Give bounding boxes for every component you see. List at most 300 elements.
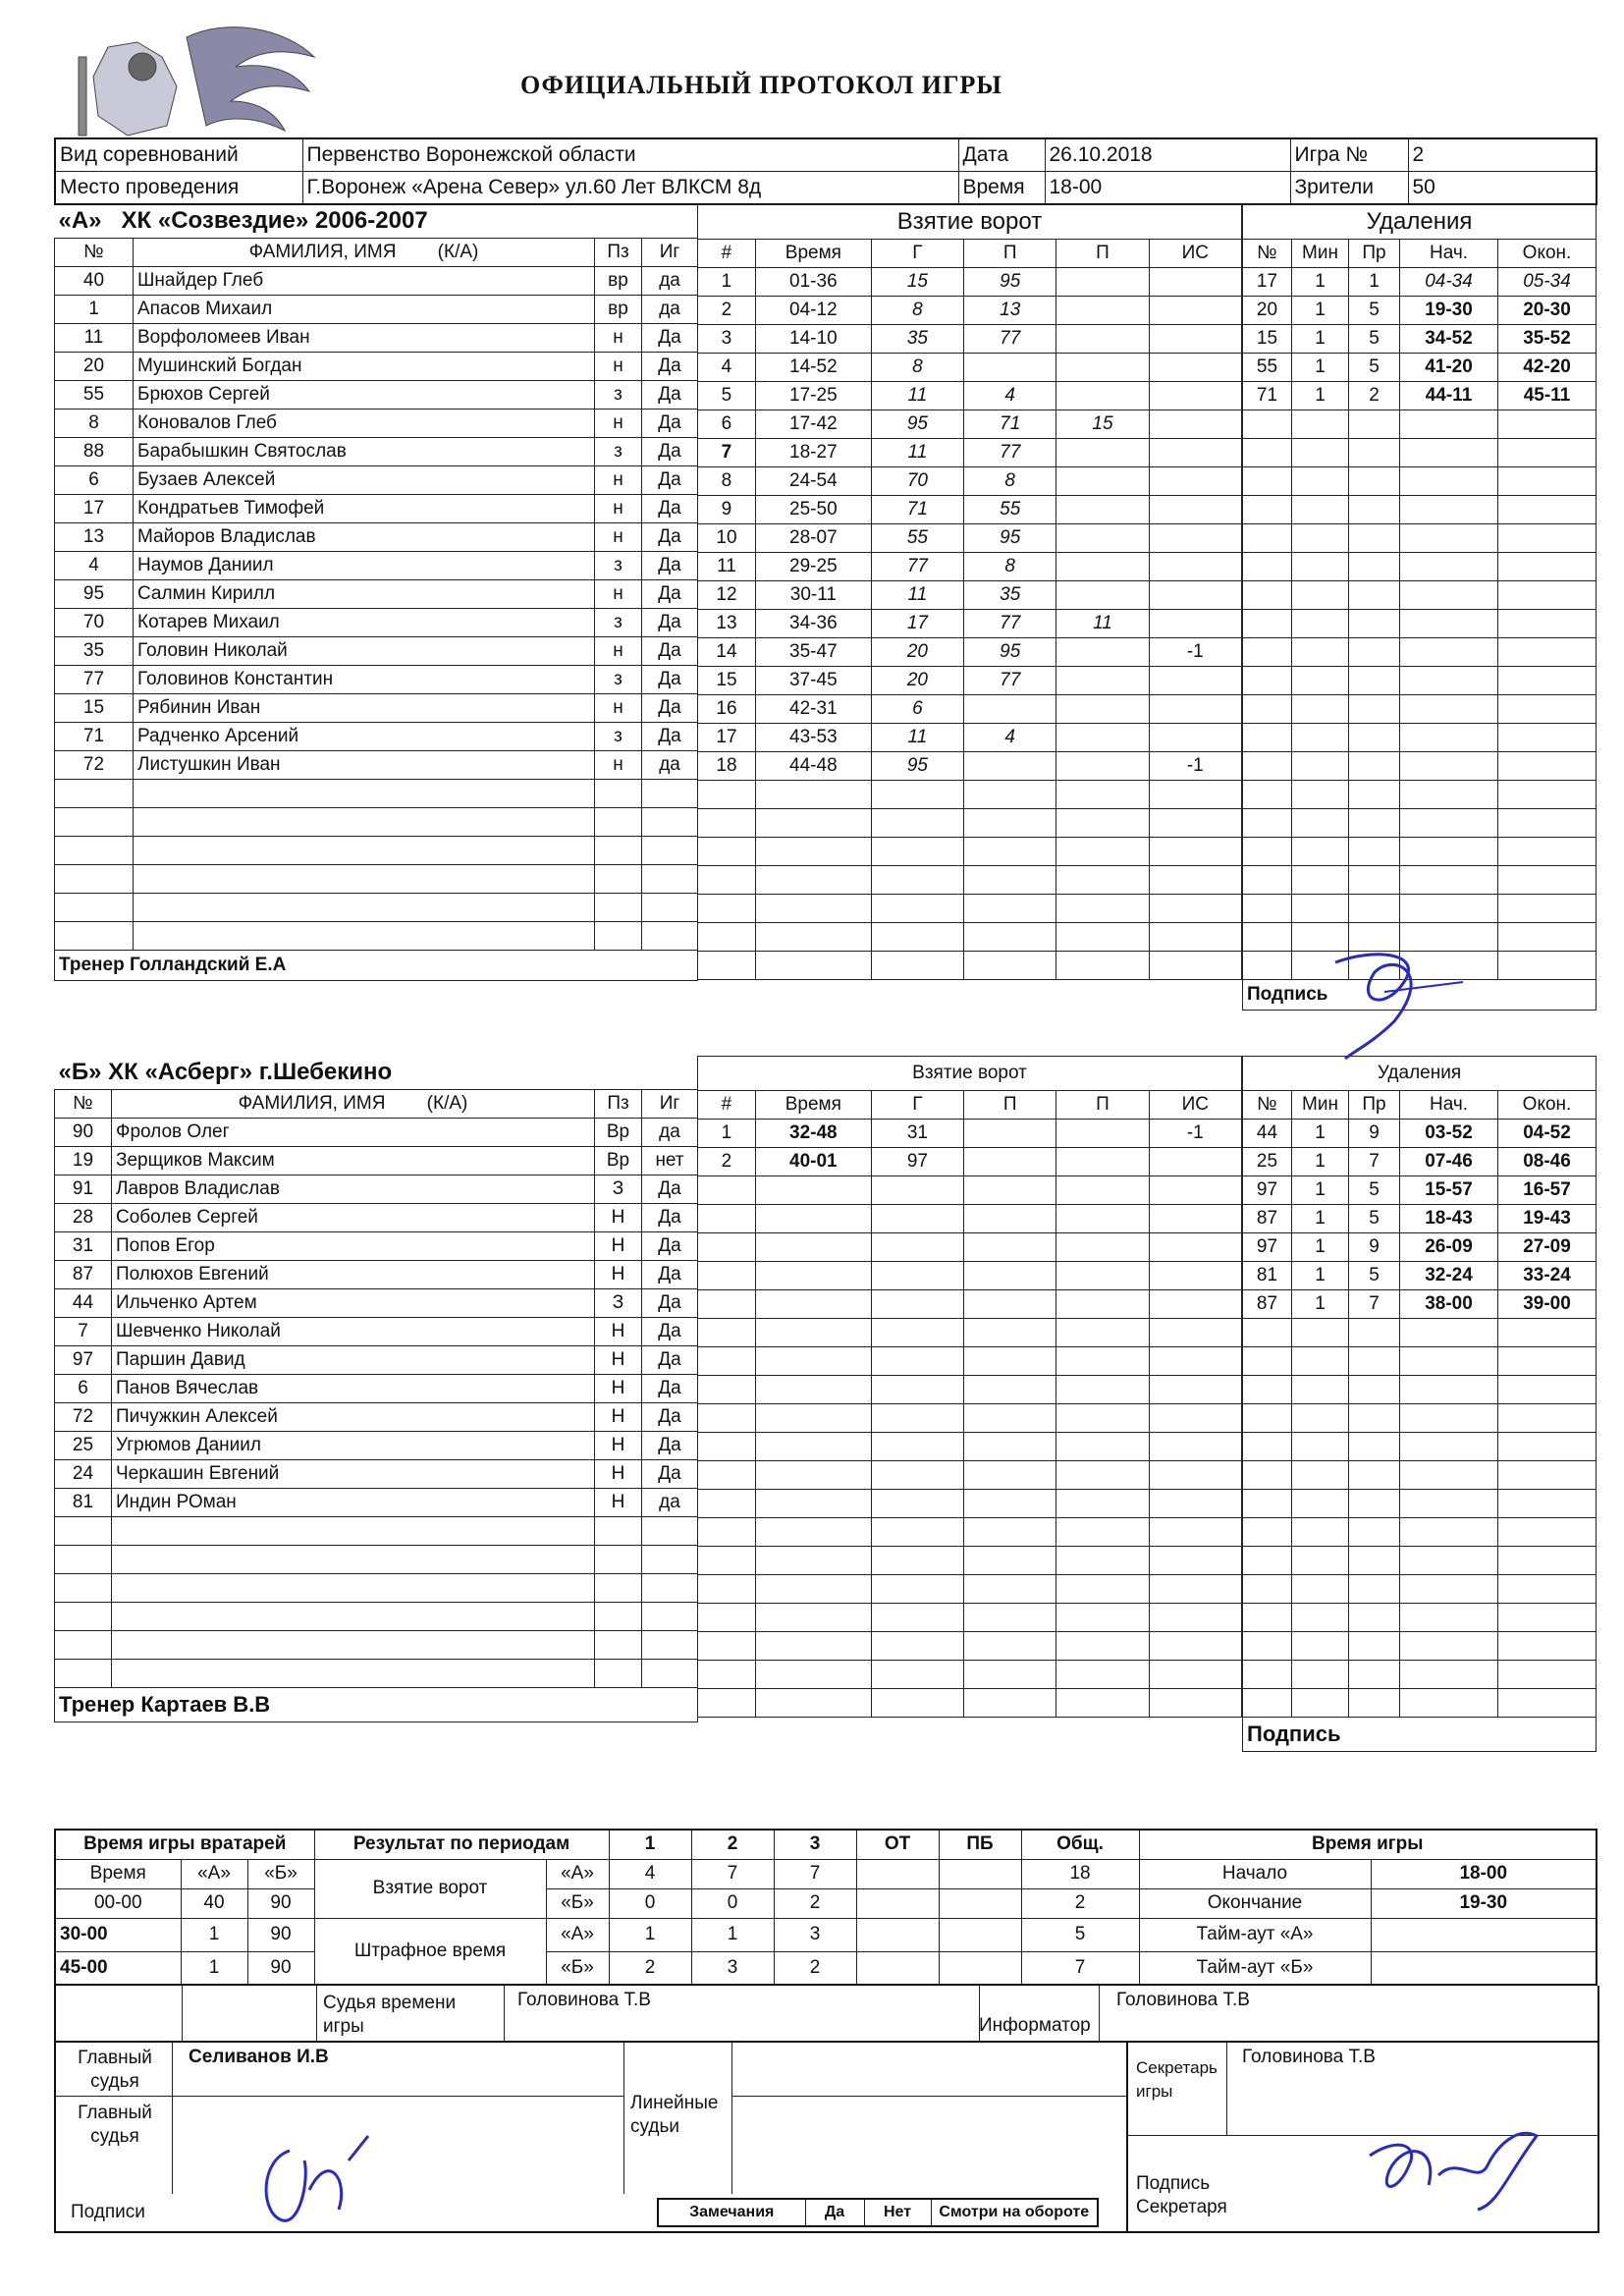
team-a-penalty-cell [1349, 667, 1400, 695]
team-b-tag: «Б» [58, 1059, 102, 1085]
team-b-goal-cell [755, 1347, 871, 1376]
team-a-signature: Подпись [1243, 980, 1597, 1011]
team-a-goal-cell: 12 [698, 581, 756, 610]
team-b-player-cell: Зерщиков Максим [112, 1147, 595, 1175]
team-a-player-cell: н [595, 580, 642, 609]
team-b-penalty-cell [1400, 1319, 1498, 1347]
team-a-goal-row [698, 838, 1242, 866]
team-a-goal-cell [1149, 838, 1241, 866]
team-b-penalty-row [1243, 1176, 1597, 1205]
team-a-penalty-cell: 42-20 [1498, 354, 1597, 382]
remarks-label: Замечания [658, 2199, 805, 2226]
res-p3: 3 [774, 1830, 856, 1859]
remarks-yes[interactable]: Да [805, 2199, 864, 2226]
line-refs-label: Линейные судьи [630, 2093, 719, 2137]
team-a-goal-cell: 11 [698, 553, 756, 581]
pim-a-p2: 1 [691, 1918, 774, 1951]
team-a-goal-cell [964, 923, 1056, 952]
res-title: Результат по периодам [314, 1830, 609, 1859]
team-b-goal-cell [1149, 1233, 1241, 1262]
team-b-penalties [1242, 1056, 1597, 1752]
team-b-penalty-cell: 81 [1243, 1262, 1292, 1290]
signatures-label: Подписи [71, 2202, 145, 2222]
team-a-penalty-cell: 04-34 [1400, 268, 1498, 297]
team-a-player-cell: 72 [55, 751, 134, 780]
team-a-penalty-cell [1498, 724, 1597, 752]
team-b-penalty-cell [1498, 1518, 1597, 1547]
team-a-goal-cell: 11 [871, 581, 963, 610]
team-a-player-cell: 40 [55, 267, 134, 296]
team-b-player-cell: 87 [55, 1261, 112, 1289]
team-a-player-cell [134, 894, 595, 922]
team-b-penalty-row [1243, 1433, 1597, 1461]
team-a-goal-cell: 8 [964, 553, 1056, 581]
team-b-penalty-row [1243, 1148, 1597, 1176]
team-b-penalty-cell [1498, 1319, 1597, 1347]
team-b-goal-cell [871, 1518, 963, 1547]
team-b-goal-cell [755, 1661, 871, 1689]
team-a-goal-cell [1149, 439, 1241, 467]
team-a-player-cell: н [595, 523, 642, 552]
team-b-penalty-cell [1243, 1433, 1292, 1461]
team-a-penalty-cell: 05-34 [1498, 268, 1597, 297]
team-b-penalty-cell [1349, 1632, 1400, 1661]
team-a-goal-cell [1056, 838, 1149, 866]
team-a-goal-cell [1149, 809, 1241, 838]
team-a-penalty-cell: 5 [1349, 297, 1400, 325]
team-b-penalty-cell: 44 [1243, 1120, 1292, 1148]
team-a-goal-cell [1056, 638, 1149, 667]
team-a-penalty-cell: 45-11 [1498, 382, 1597, 410]
team-b-goal-cell [755, 1319, 871, 1347]
team-a-penalty-cell [1243, 838, 1292, 866]
team-a-player-cell: 20 [55, 353, 134, 381]
team-b-player-cell: Да [642, 1346, 698, 1375]
team-b-player-row [55, 1403, 698, 1432]
team-b-penalty-cell [1243, 1461, 1292, 1490]
res-p1: 1 [609, 1830, 691, 1859]
competition-label: Вид соревнований [55, 138, 302, 172]
team-a-goal-cell [755, 895, 871, 923]
team-a-goal-row [698, 439, 1242, 467]
team-b-player-row [55, 1147, 698, 1175]
team-b-goal-cell [698, 1661, 756, 1689]
team-b-penalty-cell: 9 [1349, 1233, 1400, 1262]
team-b-player-cell: Да [642, 1432, 698, 1460]
goals-b-p1: 0 [609, 1888, 691, 1918]
pim-a-ot [856, 1918, 939, 1951]
spectators-label: Зрители [1290, 172, 1408, 205]
team-a-penalty-cell [1498, 496, 1597, 524]
team-b-penalty-cell [1349, 1604, 1400, 1632]
team-b-penalty-cell [1498, 1575, 1597, 1604]
team-b-goal-cell [698, 1290, 756, 1319]
team-a-penalty-cell [1349, 866, 1400, 895]
team-a-goal-cell: 55 [964, 496, 1056, 524]
team-a-player-cell: 15 [55, 694, 134, 723]
gk-title: Время игры вратарей [55, 1830, 314, 1859]
team-a-player-cell: н [595, 353, 642, 381]
team-a-player-cell: Кондратьев Тимофей [134, 495, 595, 523]
team-a-player-cell: н [595, 466, 642, 495]
chief-ref2-label: Главный судья [78, 2103, 152, 2147]
team-b-goal-cell [1056, 1347, 1149, 1376]
team-b-penalty-cell [1243, 1575, 1292, 1604]
team-a-penalty-cell [1400, 553, 1498, 581]
team-a-player-row [55, 267, 698, 296]
team-b-player-cell [595, 1546, 642, 1574]
team-a-goal-cell: -1 [1149, 752, 1241, 781]
team-a-goal-cell: 1 [698, 268, 756, 297]
team-b-goal-row [698, 1290, 1242, 1319]
chief-ref-value: Селиванов И.В [189, 2047, 329, 2067]
team-b-penalty-cell: 33-24 [1498, 1262, 1597, 1290]
team-b-goal-cell [964, 1689, 1056, 1718]
team-b-player-cell: 24 [55, 1460, 112, 1489]
team-a-player-row [55, 751, 698, 780]
team-b-goal-cell [964, 1433, 1056, 1461]
team-b-goal-cell [755, 1632, 871, 1661]
team-a-player-cell [595, 894, 642, 922]
team-a-goal-cell: 42-31 [755, 695, 871, 724]
team-a-goal-cell [1149, 354, 1241, 382]
team-a-goal-cell: 2 [698, 297, 756, 325]
team-a-goal-cell [1056, 581, 1149, 610]
team-b-penalty-cell [1400, 1575, 1498, 1604]
team-b-player-cell: 44 [55, 1289, 112, 1318]
team-b-penalty-cell: 1 [1292, 1290, 1349, 1319]
team-a-penalty-cell [1349, 439, 1400, 467]
gk-row-time: 30-00 [55, 1918, 181, 1951]
team-a-penalty-cell [1243, 781, 1292, 809]
team-b-goal-cell [964, 1661, 1056, 1689]
team-a-player-cell: Ворфоломеев Иван [134, 324, 595, 353]
team-a-penalty-cell [1292, 809, 1349, 838]
team-b-penalty-cell: 97 [1243, 1176, 1292, 1205]
team-a-goal-cell: 8 [871, 297, 963, 325]
team-b-penalty-cell [1292, 1575, 1349, 1604]
team-a-goal-cell [1056, 952, 1149, 980]
team-b-goal-cell [1149, 1290, 1241, 1319]
team-a-goal-cell [1149, 610, 1241, 638]
team-a-penalty-cell [1498, 667, 1597, 695]
team-a-penalty-cell [1292, 410, 1349, 439]
team-a-player-cell [55, 922, 134, 951]
team-a-goal-cell [964, 809, 1056, 838]
team-b-player-cell: Черкашин Евгений [112, 1460, 595, 1489]
team-a-player-cell: з [595, 666, 642, 694]
team-b-goal-cell [964, 1290, 1056, 1319]
team-b-goal-cell [1149, 1518, 1241, 1547]
team-a-penalty-cell [1243, 467, 1292, 496]
team-a-goal-cell [871, 809, 963, 838]
team-b-penalty-cell [1498, 1347, 1597, 1376]
team-a-penalty-row [1243, 610, 1597, 638]
team-a-goal-cell: 17 [871, 610, 963, 638]
team-b-player-cell: Н [595, 1489, 642, 1517]
team-b-player-cell: Н [595, 1460, 642, 1489]
col-played: Иг [642, 1090, 698, 1119]
team-b-goal-cell [698, 1233, 756, 1262]
team-a-player-cell [134, 837, 595, 865]
team-b-goal-row [698, 1319, 1242, 1347]
team-b-goal-cell: 40-01 [755, 1148, 871, 1176]
team-a-penalty-row [1243, 382, 1597, 410]
team-a-penalty-cell: 1 [1292, 297, 1349, 325]
team-b-goal-row [698, 1404, 1242, 1433]
team-a-player-cell: Да [642, 609, 698, 637]
team-b-penalty-cell [1498, 1433, 1597, 1461]
team-a-player-row [55, 808, 698, 837]
team-a-player-cell: Салмин Кирилл [134, 580, 595, 609]
team-a-penalty-cell: 1 [1292, 382, 1349, 410]
team-a-player-cell: н [595, 410, 642, 438]
team-b-goal-cell [755, 1547, 871, 1575]
team-b-player-cell: Да [642, 1460, 698, 1489]
team-a-penalty-cell [1292, 581, 1349, 610]
team-a-penalty-cell [1400, 895, 1498, 923]
team-a-penalty-cell [1498, 809, 1597, 838]
team-a-penalty-cell [1498, 610, 1597, 638]
team-a-goal-row [698, 895, 1242, 923]
team-a-goal-cell [1056, 553, 1149, 581]
team-a-goals [697, 204, 1242, 980]
team-a-player-cell [55, 837, 134, 865]
remarks-no[interactable]: Нет [864, 2199, 931, 2226]
team-b-goal-cell [755, 1490, 871, 1518]
team-b-player-cell [55, 1574, 112, 1603]
team-b-penalty-cell [1349, 1376, 1400, 1404]
team-b-goal-cell [964, 1604, 1056, 1632]
team-b-penalty-cell: 5 [1349, 1205, 1400, 1233]
team-b-goal-cell [698, 1547, 756, 1575]
goals-a-p1: 4 [609, 1859, 691, 1888]
team-b-goal-cell [1149, 1205, 1241, 1233]
team-a-penalty-cell [1400, 610, 1498, 638]
game-value: 2 [1408, 138, 1597, 172]
team-b-penalty-row [1243, 1290, 1597, 1319]
pim-b-p2: 3 [691, 1951, 774, 1985]
res-pb: ПБ [939, 1830, 1021, 1859]
team-a-goal-cell [964, 695, 1056, 724]
team-b-goal-cell [755, 1461, 871, 1490]
team-b-penalty-cell: 38-00 [1400, 1290, 1498, 1319]
team-b-penalty-cell: 08-46 [1498, 1148, 1597, 1176]
team-b-goal-row [698, 1547, 1242, 1575]
team-a-player-cell: да [642, 296, 698, 324]
team-b-goal-cell [698, 1518, 756, 1547]
team-a-goal-cell: 4 [698, 354, 756, 382]
team-a-penalty-cell [1243, 610, 1292, 638]
team-b-penalty-cell: 1 [1292, 1148, 1349, 1176]
team-a-player-cell [642, 865, 698, 894]
team-a-penalty-cell [1400, 695, 1498, 724]
team-b-goal-cell: 2 [698, 1148, 756, 1176]
team-b-goal-row [698, 1461, 1242, 1490]
team-a-penalty-cell [1498, 524, 1597, 553]
time-value: 18-00 [1045, 172, 1290, 205]
team-a-goal-cell: 14 [698, 638, 756, 667]
team-a-penalty-cell [1243, 410, 1292, 439]
team-b-player-row [55, 1119, 698, 1147]
team-a-player-cell: 6 [55, 466, 134, 495]
team-a-penalty-cell: 41-20 [1400, 354, 1498, 382]
team-a-player-row [55, 694, 698, 723]
team-a-goal-cell [871, 952, 963, 980]
team-b-penalty-cell [1243, 1376, 1292, 1404]
team-a-player-cell [595, 808, 642, 837]
team-a-player-cell: з [595, 723, 642, 751]
team-b-penalty-cell [1243, 1689, 1292, 1718]
secretary-value: Головинова Т.В [1242, 2047, 1376, 2067]
team-b-penalty-cell [1243, 1518, 1292, 1547]
team-b-player-cell: Н [595, 1261, 642, 1289]
team-a-player-cell: вр [595, 296, 642, 324]
team-b-goal-cell [1149, 1148, 1241, 1176]
team-b-goal-cell [871, 1661, 963, 1689]
gk-row-a: 1 [181, 1918, 247, 1951]
team-b-player-cell: 6 [55, 1375, 112, 1403]
team-a-penalty-cell: 35-52 [1498, 325, 1597, 354]
goals-a-p3: 7 [774, 1859, 856, 1888]
team-b-player-cell [595, 1574, 642, 1603]
team-b-goal-cell [964, 1120, 1056, 1148]
start-value: 18-00 [1371, 1859, 1597, 1888]
team-b-penalty-cell [1292, 1461, 1349, 1490]
team-b-player-cell [642, 1603, 698, 1631]
team-b-goal-row [698, 1262, 1242, 1290]
team-b-penalty-cell [1349, 1661, 1400, 1689]
team-b-penalty-cell: 04-52 [1498, 1120, 1597, 1148]
team-b-player-cell: Угрюмов Даниил [112, 1432, 595, 1460]
team-a-penalty-cell [1400, 667, 1498, 695]
team-a-penalty-cell [1349, 695, 1400, 724]
pim-b-p1: 2 [609, 1951, 691, 1985]
team-b-player-cell: З [595, 1289, 642, 1318]
team-a-player-cell [55, 865, 134, 894]
team-b-player-cell: 90 [55, 1119, 112, 1147]
team-a-player-cell [595, 865, 642, 894]
team-a-goal-cell: 34-36 [755, 610, 871, 638]
team-a-goal-cell [1149, 866, 1241, 895]
team-a-penalty-cell [1349, 581, 1400, 610]
team-b-goal-cell [755, 1290, 871, 1319]
team-b-player-cell: Да [642, 1175, 698, 1204]
team-a-penalty-row [1243, 268, 1597, 297]
team-a-penalty-cell [1498, 923, 1597, 952]
team-b-penalty-cell: 1 [1292, 1176, 1349, 1205]
team-a-goal-row [698, 866, 1242, 895]
team-b-player-row [55, 1204, 698, 1232]
team-b-player-cell: Вр [595, 1119, 642, 1147]
logo [69, 18, 324, 145]
team-b-player-cell: Н [595, 1375, 642, 1403]
goal-col-hash: # [698, 240, 756, 268]
team-b-goal-cell [1149, 1547, 1241, 1575]
team-b-goal-cell [871, 1290, 963, 1319]
team-a-goal-cell: 17-25 [755, 382, 871, 410]
team-a-player-cell: 55 [55, 381, 134, 410]
game-label: Игра № [1290, 138, 1408, 172]
team-b-name: ХК «Асберг» г.Шебекино [108, 1059, 393, 1085]
team-a-goal-cell: 14-10 [755, 325, 871, 354]
team-b-goal-cell [755, 1518, 871, 1547]
team-a-player-row [55, 922, 698, 951]
team-a-goal-cell: 71 [964, 410, 1056, 439]
team-b-goal-cell [871, 1347, 963, 1376]
team-a-penalty-cell [1349, 496, 1400, 524]
team-a-goal-cell: 4 [964, 382, 1056, 410]
team-a-player-cell: н [595, 751, 642, 780]
team-a-goal-cell: 13 [964, 297, 1056, 325]
team-a-penalty-cell: 20-30 [1498, 297, 1597, 325]
team-a-player-cell: Шнайдер Глеб [134, 267, 595, 296]
team-b-player-cell [55, 1517, 112, 1546]
team-a-player-row [55, 381, 698, 410]
team-b-goal-cell [1149, 1433, 1241, 1461]
team-b-penalty-row [1243, 1575, 1597, 1604]
team-a-penalty-cell [1498, 467, 1597, 496]
team-a-goal-cell: 43-53 [755, 724, 871, 752]
team-a-player-cell: н [595, 637, 642, 666]
team-b-penalty-row [1243, 1518, 1597, 1547]
team-a-goal-cell: 77 [964, 610, 1056, 638]
date-value: 26.10.2018 [1045, 138, 1290, 172]
team-b-goal-cell [964, 1233, 1056, 1262]
team-b-coach: Тренер Картаев В.В [55, 1688, 698, 1722]
pen-col-end: Окон. [1498, 1091, 1597, 1120]
team-a-penalty-row [1243, 638, 1597, 667]
team-a-goal-cell [698, 781, 756, 809]
team-b-penalty-row [1243, 1461, 1597, 1490]
team-b-goal-row [698, 1233, 1242, 1262]
team-b-penalty-cell [1400, 1404, 1498, 1433]
team-b-goal-cell [698, 1461, 756, 1490]
team-a-player-row [55, 609, 698, 637]
team-b-goal-cell: 97 [871, 1148, 963, 1176]
team-b-penalty-cell: 1 [1292, 1233, 1349, 1262]
team-a-goal-cell [698, 809, 756, 838]
goal-col-p2: П [1056, 1091, 1149, 1120]
team-a-penalty-row [1243, 695, 1597, 724]
goal-col-p1: П [964, 1091, 1056, 1120]
team-a-player-cell: Мушинский Богдан [134, 353, 595, 381]
team-b-penalty-cell [1498, 1632, 1597, 1661]
team-b-penalty-row [1243, 1604, 1597, 1632]
team-b-roster [54, 1056, 698, 1722]
team-a-player-cell: Бузаев Алексей [134, 466, 595, 495]
team-b-goal-cell [964, 1575, 1056, 1604]
team-b-penalty-row [1243, 1262, 1597, 1290]
team-a-goal-cell [1149, 496, 1241, 524]
game-time-title: Время игры [1139, 1830, 1597, 1859]
time-label: Время [958, 172, 1045, 205]
team-b-penalty-cell [1400, 1461, 1498, 1490]
team-b-goal-cell [698, 1176, 756, 1205]
team-a-goal-cell: 5 [698, 382, 756, 410]
team-a-player-cell [595, 837, 642, 865]
team-a-goal-cell [1149, 952, 1241, 980]
team-b-player-cell: Панов Вячеслав [112, 1375, 595, 1403]
team-b-goal-cell [698, 1319, 756, 1347]
team-a-player-cell [134, 922, 595, 951]
team-a-goal-cell: 15 [871, 268, 963, 297]
spectators-value: 50 [1408, 172, 1597, 205]
pen-col-min: Мин [1292, 1091, 1349, 1120]
team-b-goal-cell [871, 1433, 963, 1461]
team-a-penalty-cell: 20 [1243, 297, 1292, 325]
team-a-goal-cell: 95 [964, 268, 1056, 297]
